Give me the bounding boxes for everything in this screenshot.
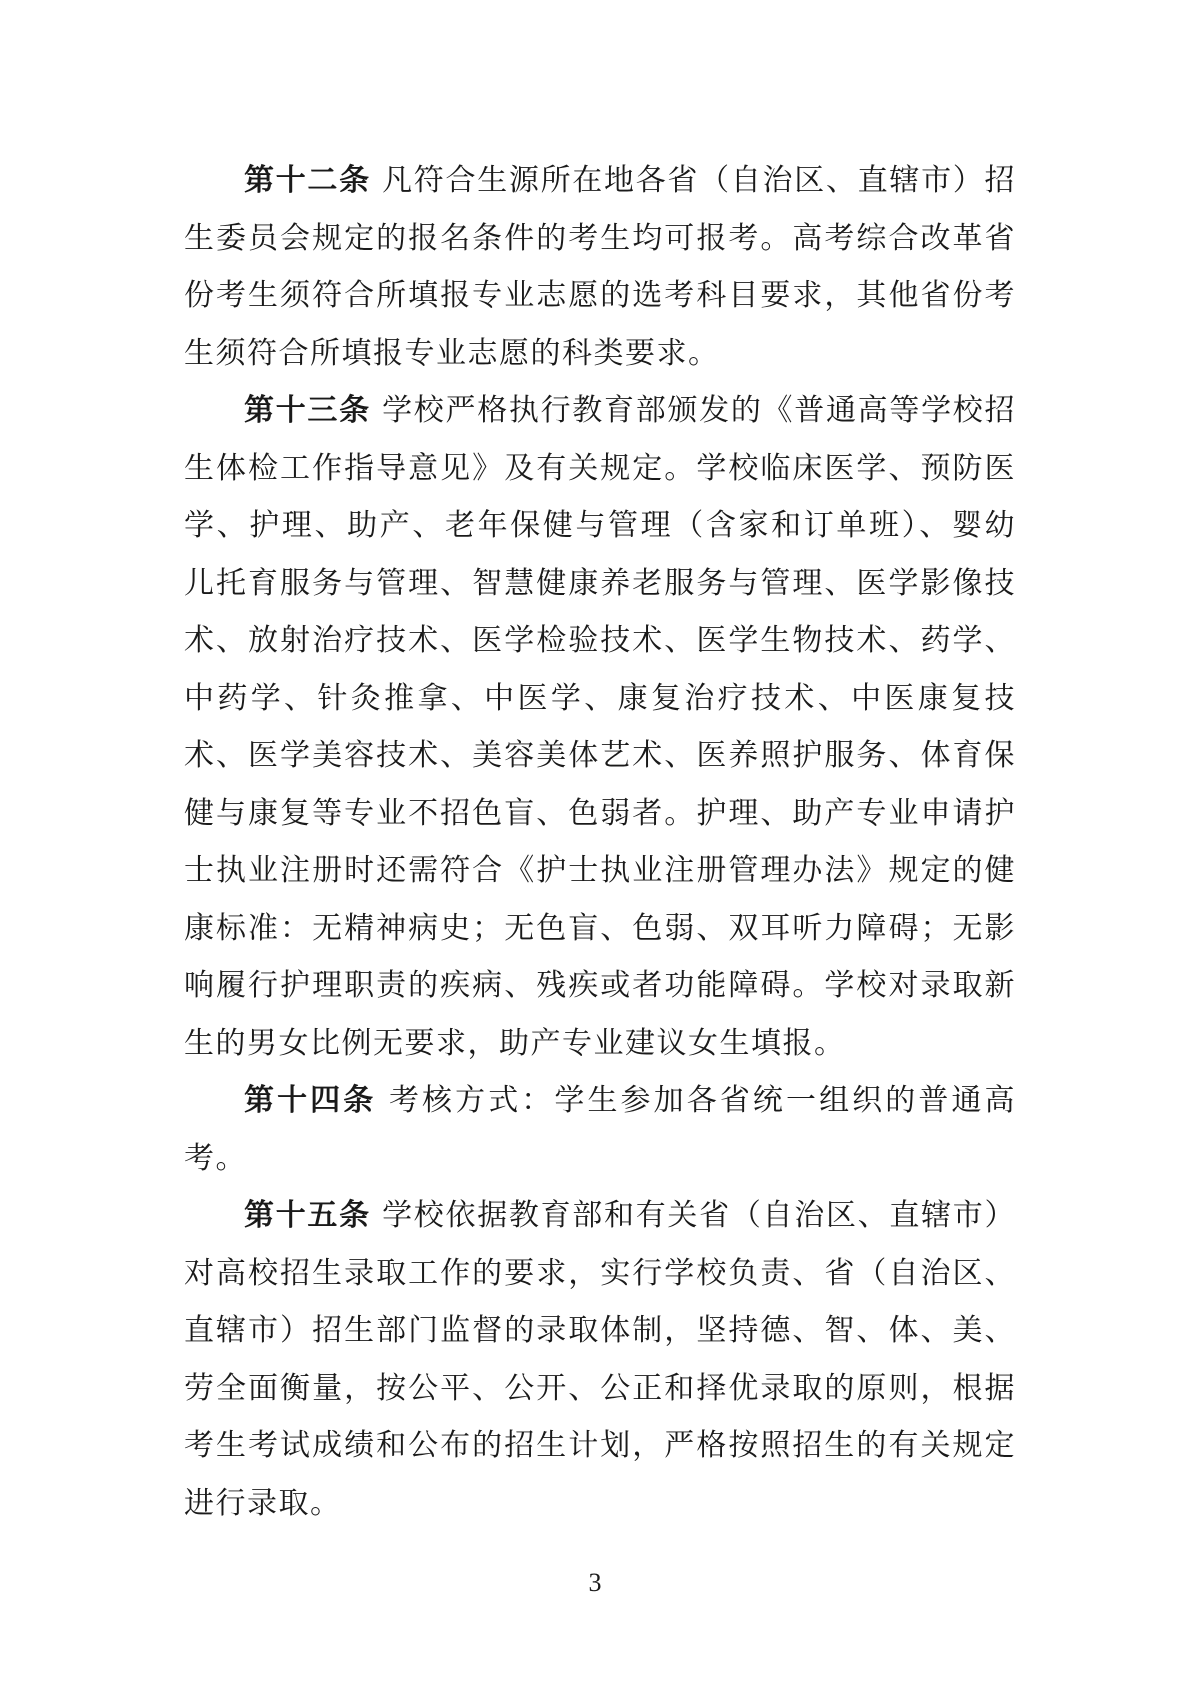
page-number: 3 [588,1568,602,1597]
article-13-text: 学校严格执行教育部颁发的《普通高等学校招生体检工作指导意见》及有关规定。学校临床医学、预防医学、护理、助产、老年保健与管理（含家和订单班）、婴幼儿托育服务与管理、智慧健康养老服务与管理、医学影像技术、放射治疗技术、医学检验技术、医学生物技术、药学、中药学、针灸推拿、中医学、康复治疗技术、中医康复技术、医学美容技术、美容美体艺术、医养照护服务、体育保健与康复等专业不招色盲、色弱者。护理、助产专业申请护士执业注册时还需符合《护士执业注册管理办法》规定的健康标准：无精神病史；无色盲、色弱、双耳听力障碍；无影响履行护理职责的疾病、残疾或者功能障碍。学校对录取新生的男女比例无要求，助产专业建议女生填报。 [184,393,1016,1061]
article-13-heading: 第十三条 [244,393,371,428]
article-12-text: 凡符合生源所在地各省（自治区、直辖市）招生委员会规定的报名条件的考生均可报考。高考综合改革省份考生须符合所填报专业志愿的选考科目要求，其他省份考生须符合所填报专业志愿的科类要求。 [184,163,1016,371]
article-14-paragraph [184,1072,1016,1187]
article-12-heading: 第十二条 [244,163,371,198]
article-14-heading: 第十四条 [244,1083,377,1118]
article-15-paragraph [184,1187,1016,1532]
article-15-heading: 第十五条 [244,1198,371,1233]
article-12-paragraph [184,152,1016,382]
article-15-text: 学校依据教育部和有关省（自治区、直辖市）对高校招生录取工作的要求，实行学校负责、省（自治区、直辖市）招生部门监督的录取体制，坚持德、智、体、美、劳全面衡量，按公平、公开、公正和择优录取的原则，根据考生考试成绩和公布的招生计划，严格按照招生的有关规定进行录取。 [184,1198,1016,1521]
document-body [184,152,1016,1532]
article-13-paragraph [184,382,1016,1072]
article-14-text: 考核方式：学生参加各省统一组织的普通高考。 [184,1083,1016,1176]
